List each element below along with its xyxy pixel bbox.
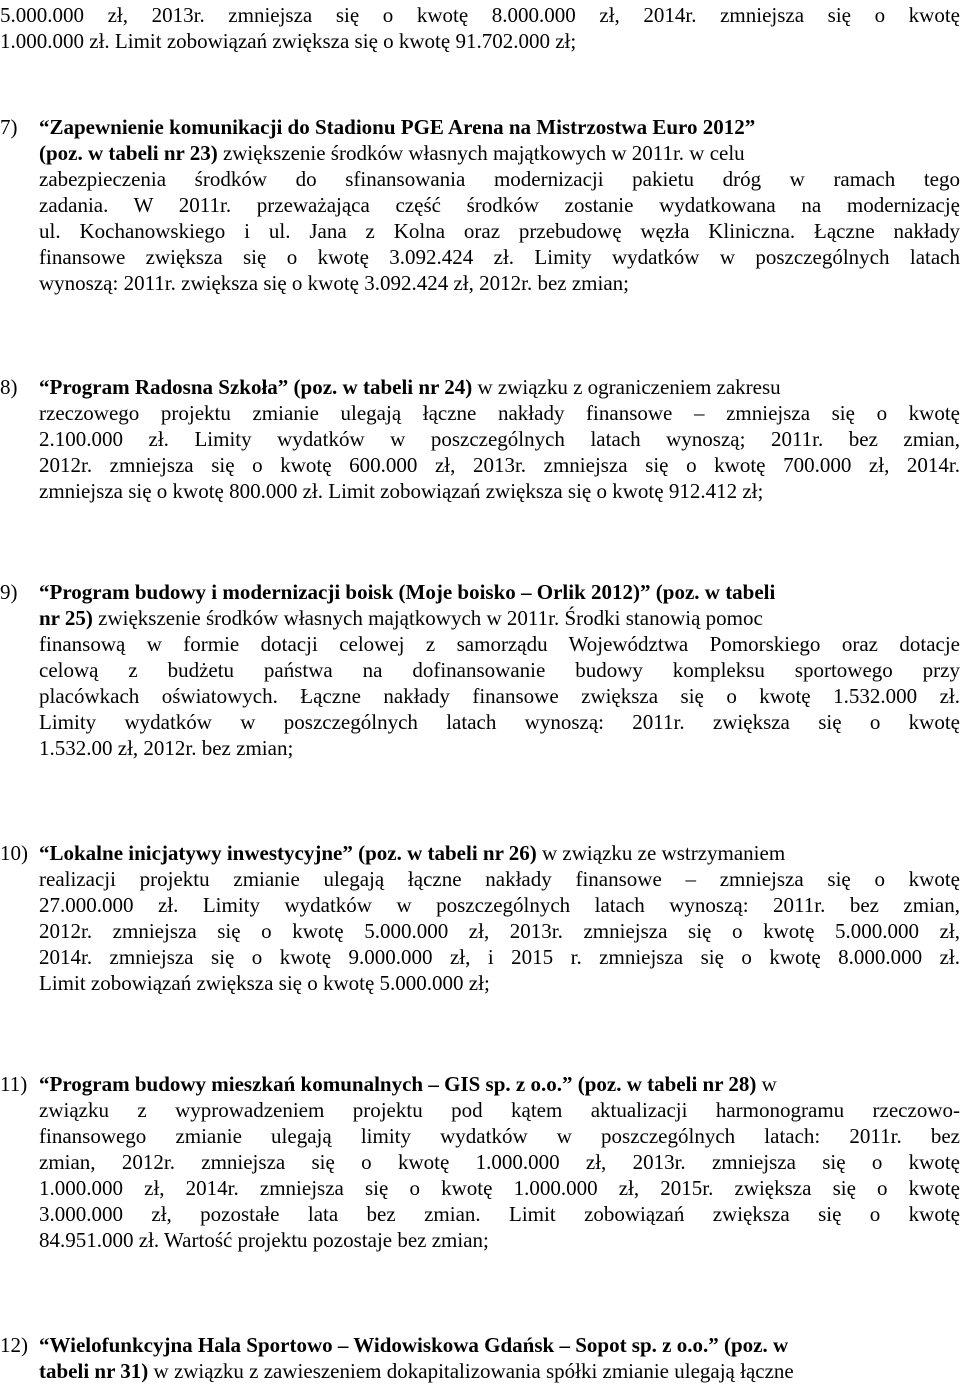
text-line: zmniejsza się o kwotę 800.000 zł. Limit zobowiązań zwiększa się o kwotę 912.412 zł;	[39, 479, 764, 503]
text-line: 2.100.000 zł. Limity wydatków w poszczególnych latach wynoszą; 2011r. bez zmian,	[39, 427, 960, 451]
item-number: 9)	[0, 580, 18, 604]
text-line: zadania. W 2011r. przeważająca część środków zostanie wydatkowana na modernizację	[39, 193, 960, 217]
table-reference: (poz. w tabeli nr 28)	[577, 1072, 757, 1096]
text-line: finansowe zwiększa się o kwotę 3.092.424 zł. Limity wydatków w poszczególnych latach	[39, 245, 960, 269]
text-line: ul. Kochanowskiego i ul. Jana z Kolna oraz przebudowę węzła Kliniczna. Łączne nakłady	[39, 219, 960, 243]
item-title: “Lokalne inicjatywy inwestycyjne”	[39, 841, 353, 865]
text-line: realizacji projektu zmianie ulegają łączne nakłady finansowe – zmniejsza się o kwotę	[39, 867, 960, 891]
table-reference-cont: tabeli nr 31)	[39, 1359, 149, 1383]
text-line: związku z wyprowadzeniem projektu pod kątem aktualizacji harmonogramu rzeczowo-	[39, 1098, 960, 1122]
text-line: Limit zobowiązań zwiększa się o kwotę 5.000.000 zł;	[39, 971, 490, 995]
text-fragment: w związku z zawieszeniem dokapitalizowania spółki zmianie ulegają łączne	[148, 1359, 794, 1383]
text-line: 5.000.000 zł, 2013r. zmniejsza się o kwotę 8.000.000 zł, 2014r. zmniejsza się o kwotę	[0, 3, 960, 27]
table-reference-cont: nr 25)	[39, 606, 93, 630]
text-line: 2014r. zmniejsza się o kwotę 9.000.000 zł, i 2015 r. zmniejsza się o kwotę 8.000.000 zł.	[39, 945, 960, 969]
table-reference: (poz. w tabeli	[655, 580, 776, 604]
item-title: “Program Radosna Szkoła”	[39, 375, 289, 399]
text-line: 1.000.000 zł. Limit zobowiązań zwiększa się o kwotę 91.702.000 zł;	[0, 29, 577, 53]
text-line: finansową w formie dotacji celowej z samorządu Województwa Pomorskiego oraz dotacje	[39, 632, 960, 656]
text-line: finansowego zmianie ulegają limity wydatków w poszczególnych latach: 2011r. bez	[39, 1124, 960, 1148]
text-line: 2012r. zmniejsza się o kwotę 600.000 zł, 2013r. zmniejsza się o kwotę 700.000 zł, 2014r.	[39, 453, 960, 477]
item-number: 12)	[0, 1333, 28, 1357]
item-number: 10)	[0, 841, 28, 865]
list-item-10	[0, 840, 960, 996]
text-line: placówkach oświatowych. Łączne nakłady finansowe zwiększa się o kwotę 1.532.000 zł.	[39, 684, 960, 708]
table-reference: (poz. w tabeli nr 26)	[358, 841, 537, 865]
table-reference: (poz. w tabeli nr 24)	[293, 375, 473, 399]
text-fragment: zwiększenie środków własnych majątkowych w 2011r. w celu	[217, 141, 745, 165]
item-title: “Wielofunkcyjna Hala Sportowo – Widowiskowa Gdańsk – Sopot sp. z o.o.”	[39, 1333, 719, 1357]
text-line: 3.000.000 zł, pozostałe lata bez zmian. Limit zobowiązań zwiększa się o kwotę	[39, 1202, 960, 1226]
table-reference: (poz. w	[723, 1333, 789, 1357]
text-line: Limity wydatków w poszczególnych latach wynoszą: 2011r. zwiększa się o kwotę	[39, 710, 960, 734]
item-number: 11)	[0, 1072, 28, 1096]
text-line: celową z budżetu państwa na dofinansowanie budowy kompleksu sportowego przy	[39, 658, 960, 682]
item-number: 7)	[0, 115, 18, 139]
item-title: “Program budowy mieszkań komunalnych – GIS sp. z o.o.”	[39, 1072, 573, 1096]
text-line: rzeczowego projektu zmianie ulegają łączne nakłady finansowe – zmniejsza się o kwotę	[39, 401, 960, 425]
text-fragment: w związku z ograniczeniem zakresu	[472, 375, 781, 399]
list-item-11	[0, 1071, 960, 1253]
item-title: “Zapewnienie komunikacji do Stadionu PGE Arena na Mistrzostwa Euro 2012”	[39, 115, 756, 139]
list-item-8	[0, 374, 960, 504]
text-line: zmian, 2012r. zmniejsza się o kwotę 1.000.000 zł, 2013r. zmniejsza się o kwotę	[39, 1150, 960, 1174]
text-line: 84.951.000 zł. Wartość projektu pozostaje bez zmian;	[39, 1228, 489, 1252]
paragraph-continuation	[0, 2, 960, 54]
text-fragment: w	[756, 1072, 777, 1096]
item-number: 8)	[0, 375, 18, 399]
text-fragment: w związku ze wstrzymaniem	[536, 841, 786, 865]
list-item-12	[0, 1332, 960, 1384]
list-item-9	[0, 579, 960, 761]
table-reference: (poz. w tabeli nr 23)	[39, 141, 218, 165]
list-item-7	[0, 114, 960, 296]
item-title: “Program budowy i modernizacji boisk (Moje boisko – Orlik 2012)”	[39, 580, 651, 604]
text-line: wynoszą: 2011r. zwiększa się o kwotę 3.092.424 zł, 2012r. bez zmian;	[39, 271, 629, 295]
text-line: 27.000.000 zł. Limity wydatków w poszczególnych latach wynoszą: 2011r. bez zmian,	[39, 893, 960, 917]
text-line: 1.532.00 zł, 2012r. bez zmian;	[39, 736, 294, 760]
text-line: zabezpieczenia środków do sfinansowania modernizacji pakietu dróg w ramach tego	[39, 167, 960, 191]
text-fragment: zwiększenie środków własnych majątkowych w 2011r. Środki stanowią pomoc	[92, 606, 763, 630]
text-line: 2012r. zmniejsza się o kwotę 5.000.000 zł, 2013r. zmniejsza się o kwotę 5.000.000 zł,	[39, 919, 960, 943]
text-line: 1.000.000 zł, 2014r. zmniejsza się o kwotę 1.000.000 zł, 2015r. zwiększa się o kwotę	[39, 1176, 960, 1200]
